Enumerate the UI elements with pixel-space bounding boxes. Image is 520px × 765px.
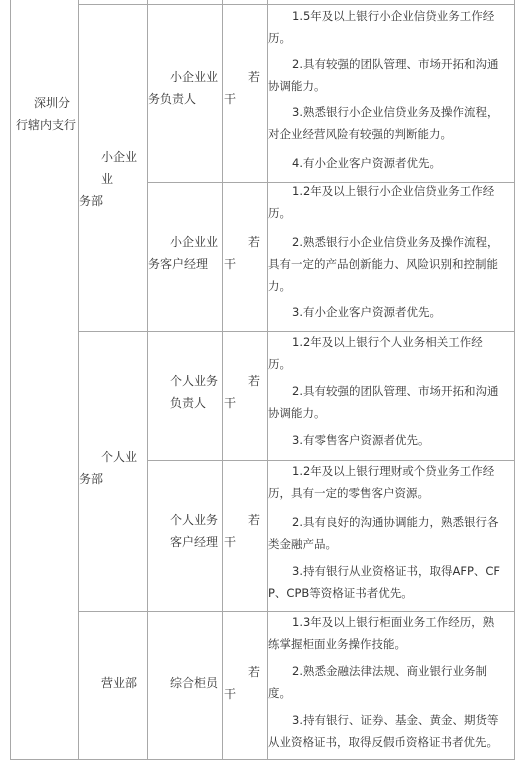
headcount-line: 干: [224, 687, 237, 701]
branch-name-line: 深圳分: [34, 96, 71, 110]
position-title-line: 务负责人: [148, 92, 197, 106]
position-title-line: 综合柜员: [170, 676, 219, 690]
requirement-item: 2.熟悉银行小企业信贷业务及操作流程， 具有一定的产品创新能力、风险识别和控制能 力。: [268, 235, 499, 293]
headcount-line: 若: [248, 235, 261, 249]
requirement-item: 3.熟悉银行小企业信贷业务及操作流程， 对企业经营风险有较强的判断能力。: [268, 105, 499, 141]
position-title-line: 个人业务: [170, 513, 219, 527]
requirement-item: 1.2年及以上银行理财或个贷业务工作经 历，具有一定的零售客户资源。: [268, 464, 495, 500]
department-cell: [79, 146, 147, 212]
position-title-line: 小企业业: [170, 235, 219, 249]
requirement-item: 3.持有银行、证券、基金、黄金、期货等 从业资格证书，取得反假币资格证书者优先。: [268, 713, 499, 749]
position-cell: [148, 509, 222, 553]
department-cell: [79, 446, 147, 490]
department-name-line: 务部: [79, 472, 104, 486]
department-cell: [79, 672, 147, 694]
requirement-item: 1.5年及以上银行小企业信贷业务工作经 历。: [268, 9, 495, 45]
position-title-line: 负责人: [170, 396, 207, 410]
table-col-divider: [78, 0, 79, 760]
requirement-item: 2.具有较强的团队管理、市场开拓和沟通 协调能力。: [268, 384, 499, 420]
headcount-line: 若: [248, 70, 261, 84]
headcount-cell: [224, 661, 267, 705]
department-name-line: 营业部: [101, 676, 138, 690]
requirement-item: 1.2年及以上银行个人业务相关工作经 历。: [268, 335, 483, 371]
headcount-line: 若: [248, 374, 261, 388]
headcount-line: 若: [248, 665, 261, 679]
branch-name-line: 行辖内支行: [16, 118, 77, 132]
headcount-line: 干: [224, 92, 237, 106]
requirement-item: 2.具有较强的团队管理、市场开拓和沟通 协调能力。: [268, 57, 499, 93]
headcount-line: 干: [224, 257, 237, 271]
headcount-line: 干: [224, 396, 237, 410]
requirement-item: 1.2年及以上银行小企业信贷业务工作经 历。: [268, 184, 495, 220]
headcount-cell: [224, 231, 267, 275]
position-title-line: 务客户经理: [148, 257, 209, 271]
position-cell: [148, 231, 222, 275]
requirement-item: 2.具有良好的沟通协调能力，熟悉银行各 类金融产品。: [268, 515, 499, 551]
requirement-item: 1.3年及以上银行柜面业务工作经历，熟 练掌握柜面业务操作技能。: [268, 615, 495, 651]
position-title-line: 小企业业: [170, 70, 219, 84]
department-name-line: 务部: [79, 194, 104, 208]
headcount-line: 干: [224, 535, 237, 549]
department-name-line: 个人业: [101, 450, 138, 464]
headcount-cell: [224, 66, 267, 110]
branch-cell: [16, 92, 78, 136]
table-border-left: [10, 0, 11, 760]
requirement-item: 4.有小企业客户资源者优先。: [292, 156, 441, 170]
table-col-divider: [222, 0, 223, 760]
headcount-cell: [224, 509, 267, 553]
requirement-item: 3.有小企业客户资源者优先。: [292, 305, 441, 319]
table-border-bottom: [10, 759, 515, 760]
department-name-line: 小企业业: [101, 150, 138, 186]
position-cell: [148, 66, 222, 110]
requirement-item: 3.有零售客户资源者优先。: [292, 433, 430, 447]
headcount-line: 若: [248, 513, 261, 527]
requirement-item: 2.熟悉金融法律法规、商业银行业务制 度。: [268, 664, 487, 700]
position-cell: [148, 370, 222, 414]
position-title-line: 个人业务: [170, 374, 219, 388]
requirement-item: 3.持有银行从业资格证书，取得AFP、CF P、CPB等资格证书者优先。: [268, 564, 501, 600]
table-border-right: [514, 0, 515, 760]
position-title-line: 客户经理: [170, 535, 219, 549]
headcount-cell: [224, 370, 267, 414]
position-cell: [148, 672, 222, 694]
